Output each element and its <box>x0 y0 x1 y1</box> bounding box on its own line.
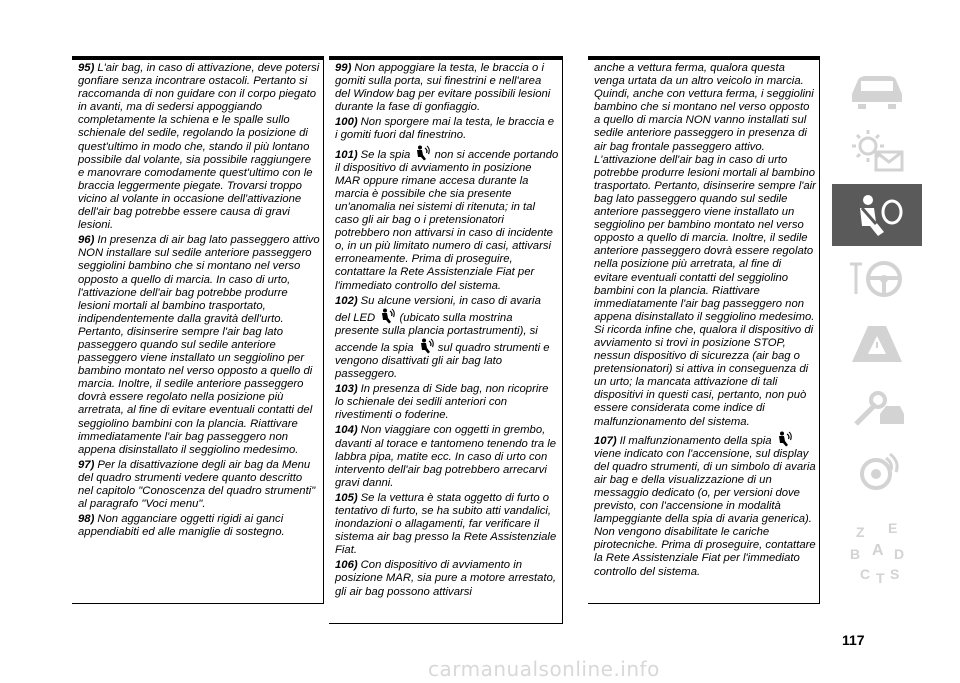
sidebar-item-multimedia[interactable] <box>832 440 922 502</box>
note-paragraph <box>78 513 320 539</box>
index-letter: D <box>894 546 905 562</box>
note-number: 105) <box>335 491 358 504</box>
column-3 <box>588 56 820 604</box>
watermark: carmanualsonline.info <box>428 657 660 681</box>
note-text: In presenza di air bag lato passeggero attivo NON installare sul sedile anteriore passeggero seggiolini bambino che si montano nel verso opposto a quello di marcia. In caso di urto, l'attivazione dell'air bag potrebbe produrre lesioni mortali al bambino trasportato, indipendentemente dalla gravità dell'urto. Pertanto, disinserire sempre l'air bag lato passeggero quando sul sedile anteriore passeggero viene installato un seggiolino per bambino montato nel verso opposto a quello di marcia. Inoltre, il sedile anteriore passeggero dovrà essere regolato nella posizione più arretrata, al fine di evitare eventuali contatti del seggiolino bambini con la plancia. Riattivare immediatamente l'air bag passeggero non appena disinstallato il seggiolino medesimo. <box>78 234 320 456</box>
note-number: 101) <box>335 148 358 161</box>
note-paragraph <box>594 431 816 579</box>
media-signal-icon <box>846 448 908 494</box>
car-dashboard-icon <box>846 64 908 110</box>
note-paragraph <box>335 559 559 598</box>
sidebar-item-maintenance[interactable] <box>832 376 922 438</box>
index-letter: A <box>872 542 884 559</box>
index-letter: B <box>850 546 861 562</box>
note-text: Non agganciare oggetti rigidi ai ganci appendiabiti ed alle maniglie di sostegno. <box>78 513 285 539</box>
note-paragraph <box>78 459 320 511</box>
note-number: 107) <box>594 434 617 447</box>
note-paragraph <box>335 424 559 489</box>
note-text: Non appoggiare la testa, le braccia o i gomiti sulla porta, sui finestrini e nell'area del Window bag per evitare possibili lesioni durante la fase di gonfiaggio. <box>335 62 551 114</box>
note-text: In presenza di Side bag, non ricoprire lo schienale dei sedili anteriori con rivestimenti o foderine. <box>335 383 549 422</box>
note-text: Con dispositivo di avviamento in posizione MAR, sia pure a motore arrestato, gli air bag possono attivarsi <box>335 559 557 598</box>
note-text: Se la spia non si accende portando il dispositivo di avviamento in posizione MAR oppure rimane accesa durante la marcia è possibile che sia presente un'anomalia nei sistemi di ritenuta; in tal caso gli air bag o i pretensionatori potrebbero non attivarsi in caso di incidente o, in un più limitato numero di casi, attivarsi erroneamente. Prima di proseguire, contattare la Rete Assistenziale Fiat per l'immediato controllo del sistema. <box>335 149 558 292</box>
note-text: Su alcune versioni, in caso di avaria del LED (ubicato sulla mostrina presente sulla plancia portastrumenti), si accende la spia sul quadro strumenti e vengono disattivati gli air bag lato passeggero. <box>335 294 550 381</box>
airbag-warning-icon <box>379 308 395 324</box>
airbag-warning-icon <box>776 431 792 447</box>
sidebar-item-driving[interactable] <box>832 248 922 310</box>
note-text: Non sporgere mai la testa, le braccia e i gomiti fuori dal finestrino. <box>335 116 555 142</box>
note-number: 99) <box>335 62 352 74</box>
page-number: 117 <box>842 632 865 648</box>
sidebar-item-car[interactable] <box>832 56 922 118</box>
steering-wheel-icon <box>846 256 908 302</box>
column-2 <box>329 56 563 624</box>
sidebar-item-lights[interactable] <box>832 120 922 182</box>
lights-warning-icon <box>846 128 908 174</box>
road-warning-triangle-icon <box>846 320 908 366</box>
sidebar-item-safety[interactable] <box>832 184 922 246</box>
note-text: Per la disattivazione degli air bag da Menu del quadro strumenti vedere quanto descritto nel capitolo "Conoscenza del quadro strumenti" al paragrafo "Voci menu". <box>78 458 316 511</box>
sidebar-item-emergency[interactable] <box>832 312 922 374</box>
note-number: 104) <box>335 424 358 437</box>
note-number: 100) <box>335 116 358 129</box>
note-paragraph <box>335 383 559 422</box>
note-text: Se la vettura è stata oggetto di furto o tentativo di furto, se ha subito atti vandalici, inondazioni o allagamenti, far verificare il sistema air bag presso la Rete Assistenziale Fiat. <box>335 491 557 557</box>
note-text: L'air bag, in caso di attivazione, deve potersi gonfiare senza incontrare ostacoli. Pertanto si raccomanda di non guidare con il corpo piegato in avanti, ma di sedersi appoggiando completamente la schiena e le spalle sullo schienale del sedile, regolando la posizione di quest'ultimo in modo che, stando il più lontano possibile dal volante, sia possibile raggiungere e manovrare comodamente quest'ultimo con le braccia leggermente piegate. Trovarsi troppo vicino al volante in occasione dell'attivazione dell'air bag potrebbe essere causa di gravi lesioni. <box>78 62 320 232</box>
note-number: 95) <box>78 62 95 74</box>
index-letter: E <box>888 520 898 536</box>
note-text: anche a vettura ferma, qualora questa venga urtata da un altro veicolo in marcia. Quindi, anche con vettura ferma, i seggiolini bambino che si montano nel verso opposto a quello di marcia NON vanno installati sul sedile anteriore passeggero in presenza di air bag frontale passeggero attivo. L'attivazione dell'air bag in caso di urto potrebbe produrre lesioni mortali al bambino trasportato. Pertanto, disinserire sempre l'air bag lato passeggero quando sul sedile anteriore passeggero viene installato un seggiolino per bambino montato nel verso opposto a quello di marcia. Inoltre, il sedile anteriore passeggero dovrà essere regolato nella posizione più arretrata, al fine di evitare eventuali contatti del seggiolino bambini con la plancia. Riattivare immediatamente l'air bag passeggero non appena disinstallato il seggiolino medesimo. Si ricorda infine che, qualora il dispositivo di avviamento si trovi in posizione STOP, nessun dispositivo di sicurezza (air bag o pretensionatori) si attiva in conseguenza di un urto; la mancata attivazione di tali dispositivi in questi casi, pertanto, non può essere considerata come indice di malfunzionamento del sistema. <box>594 62 816 428</box>
note-paragraph <box>594 62 816 429</box>
note-paragraph <box>335 295 559 382</box>
note-paragraph <box>335 492 559 557</box>
note-number: 106) <box>335 559 358 572</box>
note-paragraph <box>78 62 320 232</box>
note-paragraph <box>335 116 559 142</box>
note-number: 102) <box>335 294 358 307</box>
note-paragraph <box>335 62 559 114</box>
note-number: 96) <box>78 234 95 247</box>
alphabet-index-icon <box>846 519 908 589</box>
note-paragraph <box>335 145 559 293</box>
airbag-warning-icon <box>414 145 430 161</box>
column-1 <box>72 56 324 604</box>
index-letter: S <box>890 566 900 582</box>
chapter-sidebar <box>832 56 922 626</box>
airbag-warning-icon <box>418 338 434 354</box>
note-text: Non viaggiare con oggetti in grembo, davanti al torace e tantomeno tenendo tra le labbra pipa, matite ecc. In caso di urto con intervento dell'air bag potrebbero arrecarvi gravi danni. <box>335 424 557 489</box>
sidebar-item-index[interactable] <box>832 504 922 604</box>
note-number: 98) <box>78 513 95 526</box>
note-number: 103) <box>335 383 358 396</box>
index-letter: C <box>860 566 871 582</box>
note-text: Il malfunzionamento della spia viene indicato con l'accensione, sul display del quadro strumenti, di un simbolo di avaria air bag e della visualizzazione di un messaggio dedicato (o, per versioni dove previsto, con l'accensione in modalità lampeggiante della spia di avaria generica). Non vengono disabilitate le cariche pirotecniche. Prima di proseguire, contattare la Rete Assistenziale Fiat per l'immediato controllo del sistema. <box>594 435 816 578</box>
index-letter: Z <box>856 524 865 540</box>
note-paragraph <box>78 234 320 457</box>
wrench-car-icon <box>846 384 908 430</box>
seatbelt-airbag-icon <box>846 192 908 238</box>
index-letter: T <box>876 570 885 586</box>
note-number: 97) <box>78 458 95 471</box>
